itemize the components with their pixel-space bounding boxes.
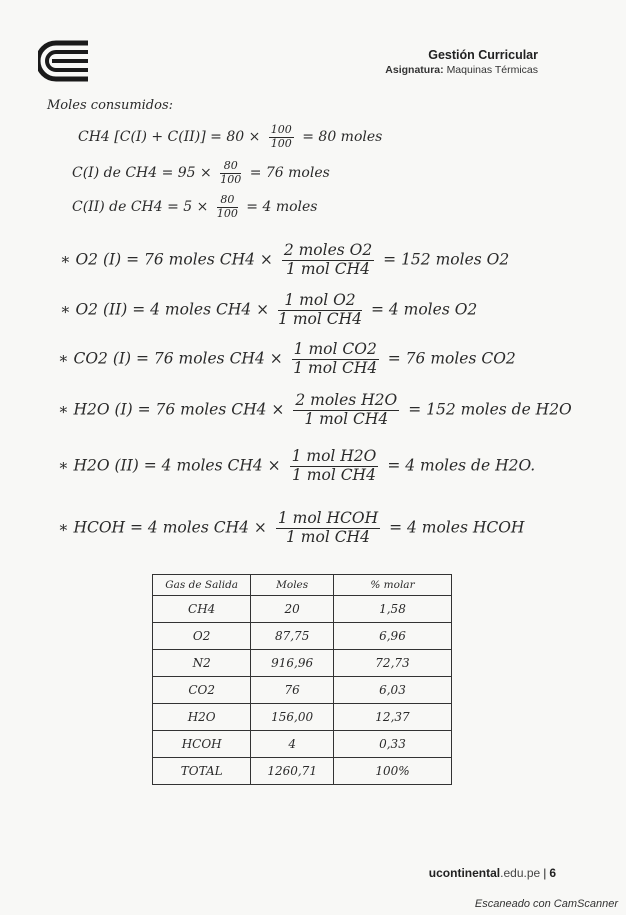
calc-line-total — [78, 124, 382, 150]
subject-label: Asignatura: — [385, 64, 444, 76]
fraction — [220, 160, 241, 186]
scanner-watermark: Escaneado con CamScanner — [474, 898, 618, 910]
table-cell: O2 — [153, 623, 251, 650]
table-cell: 12,37 — [333, 704, 451, 731]
column-header: Gas de Salida — [153, 575, 251, 596]
table-row — [153, 731, 452, 758]
table-cell: 1260,71 — [251, 758, 334, 785]
fraction-denominator: 100 — [220, 172, 242, 186]
header-title: Gestión Curricular — [428, 48, 538, 62]
fraction-denominator: 1 mol CH4 — [292, 465, 376, 484]
section-title: Moles consumidos: — [47, 98, 174, 113]
page-footer — [429, 866, 556, 880]
fraction-denominator: 1 mol CH4 — [286, 259, 370, 278]
equation-left: ∗ H2O (I) = 76 moles CH4 × — [58, 400, 285, 419]
fraction-numerator: 80 — [220, 160, 241, 174]
calc-line-ci — [72, 160, 330, 186]
equation-left: ∗ CO2 (I) = 76 moles CH4 × — [58, 349, 283, 368]
table-cell: 916,96 — [251, 650, 334, 677]
fraction — [269, 124, 294, 150]
column-header: Moles — [251, 575, 334, 596]
calc-right: = 4 moles — [246, 199, 318, 216]
fraction-denominator: 1 mol CH4 — [304, 409, 389, 428]
table-cell: 72,73 — [333, 650, 451, 677]
table-cell: 4 — [251, 731, 334, 758]
table-cell: 20 — [251, 596, 334, 623]
table-cell: 156,00 — [251, 704, 334, 731]
equation-left: ∗ O2 (I) = 76 moles CH4 × — [60, 250, 273, 269]
calc-line-cii — [72, 194, 318, 220]
equation-right: = 76 moles CO2 — [387, 349, 516, 368]
fraction-denominator: 100 — [270, 136, 292, 150]
equation-o2-i — [60, 242, 509, 279]
fraction — [282, 242, 374, 279]
calc-right: = 76 moles — [249, 165, 330, 182]
fraction — [278, 292, 362, 329]
fraction — [217, 194, 238, 220]
fraction-denominator: 1 mol CH4 — [278, 309, 363, 328]
table-cell: CO2 — [153, 677, 251, 704]
table-total-row — [153, 758, 452, 785]
equation-left: ∗ H2O (II) = 4 moles CH4 × — [58, 456, 281, 475]
university-logo-icon — [38, 40, 94, 82]
table-cell: H2O — [153, 704, 251, 731]
header-subject — [385, 64, 538, 76]
calc-left: CH4 [C(I) + C(II)] = 80 × — [78, 129, 261, 146]
footer-domain: .edu.pe — [500, 866, 541, 880]
calc-left: C(II) de CH4 = 5 × — [72, 199, 209, 216]
equation-right: = 152 moles de H2O — [408, 400, 572, 419]
fraction-numerator: 100 — [270, 123, 292, 136]
table-header-row — [153, 575, 452, 596]
document-header — [385, 48, 538, 76]
equation-h2o-i — [58, 392, 572, 429]
table-cell: 76 — [251, 677, 334, 704]
table-cell: TOTAL — [153, 758, 251, 785]
equation-h2o-ii — [58, 448, 535, 485]
equation-right: = 4 moles de H2O. — [387, 456, 536, 475]
subject-value: Maquinas Térmicas — [446, 64, 538, 76]
fraction-denominator: 1 mol CH4 — [293, 358, 378, 377]
fraction — [293, 392, 399, 429]
page-number: 6 — [549, 866, 556, 880]
fraction — [290, 448, 379, 485]
table-row — [153, 677, 452, 704]
calc-left: C(I) de CH4 = 95 × — [72, 165, 212, 182]
footer-separator: | — [543, 866, 547, 880]
table-cell: 6,03 — [333, 677, 451, 704]
equation-hcoh — [58, 510, 524, 547]
equation-right: = 4 moles HCOH — [389, 518, 525, 537]
equation-right: = 4 moles O2 — [370, 300, 478, 319]
fraction — [292, 341, 379, 378]
fraction-denominator: 1 mol CH4 — [286, 527, 370, 546]
calc-right: = 80 moles — [302, 129, 383, 146]
table-row — [153, 704, 452, 731]
fraction-numerator: 1 mol CO2 — [293, 340, 377, 358]
table-cell: N2 — [153, 650, 251, 677]
footer-brand: ucontinental — [428, 866, 501, 880]
table-row — [153, 596, 452, 623]
equation-o2-ii — [60, 292, 477, 329]
equation-left: ∗ HCOH = 4 moles CH4 × — [58, 518, 267, 537]
fraction-numerator: 80 — [217, 194, 238, 208]
fraction-numerator: 1 mol O2 — [278, 292, 362, 311]
table-row — [153, 650, 452, 677]
table-cell: 87,75 — [251, 623, 334, 650]
column-header: % molar — [333, 575, 451, 596]
fraction-denominator: 100 — [216, 206, 238, 220]
table-cell: 100% — [333, 758, 451, 785]
fraction — [276, 510, 380, 547]
table-cell: 6,96 — [333, 623, 451, 650]
table-cell: HCOH — [153, 731, 251, 758]
table-cell: 1,58 — [333, 596, 451, 623]
fraction-numerator: 1 mol HCOH — [277, 509, 379, 527]
gas-composition-table — [152, 574, 452, 785]
fraction-numerator: 2 moles O2 — [283, 241, 373, 259]
equation-co2-i — [58, 341, 516, 378]
table-cell: CH4 — [153, 596, 251, 623]
equation-right: = 152 moles O2 — [383, 250, 510, 269]
equation-left: ∗ O2 (II) = 4 moles CH4 × — [60, 300, 270, 319]
table-row — [153, 623, 452, 650]
fraction-numerator: 1 mol H2O — [291, 447, 377, 465]
table-cell: 0,33 — [333, 731, 451, 758]
fraction-numerator: 2 moles H2O — [295, 391, 398, 409]
